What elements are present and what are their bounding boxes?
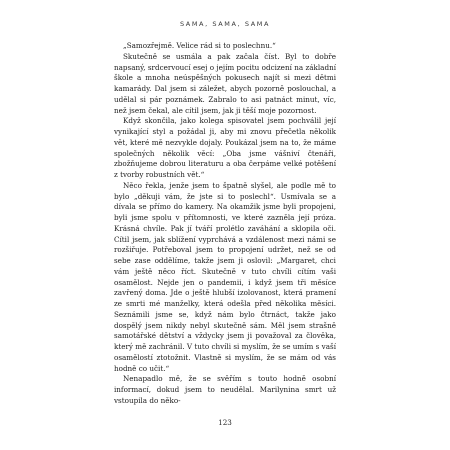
- page-number: 123: [218, 418, 232, 427]
- paragraph: Něco řekla, jenže jsem to špatně slyšel, ale podle mě to bylo „děkuji vám, že jste si to poslechl“. Usmívala se a dívala se přímo do kamery. Na okamžik jsme byli propojeni, byli jsme spolu v přítomnosti, ve které zazněla její próza. Krásná chvíle. Pak jí tváří prolétlo zaváhání a sklopila oči. Cítil jsem, jak sblížení vyprchává a vzdálenost mezi námi se rozšiřuje. Potřeboval jsem to propojení udržet, než se od sebe zase oddělíme, takže jsem ji oslovil: „Margaret, chci vám ještě něco říct. Skutečně v tuto chvíli cítím vaši osamělost. Nejde jen o pandemii, i když jsem tři měsíce zavřený doma. Jde o ještě hlubší izolovanost, která pramení ze smrti mé manželky, která odešla před několika měsíci. Seznámili jsme se, když nám bylo čtrnáct, takže jako dospělý jsem nikdy nebyl skutečně sám. Měl jsem strašně samotářské dětství a vždycky jsem ji považoval za člověka, který mě zachránil. V tuto chvíli si myslím, že se umím s vaší osamělostí ztotožnit. Vlastně si myslím, že se mám od vás hodně co učit.“: [114, 180, 336, 373]
- paragraph: Nenapadlo mě, že se svěřím s touto hodně osobní informací, dokud jsem to neudělal. Marilynina smrt už vstoupila do něko-: [114, 374, 336, 405]
- paragraph: „Samozřejmě. Velice rád si to poslechnu.“: [123, 41, 276, 50]
- paragraph: Když skončila, jako kolega spisovatel jsem pochválil její vynikající styl a požádal ji, aby mi znovu přečetla několik vět, které mě nezvykle dojaly. Poukázal jsem na to, že máme společných několik věcí: „Oba jsme vášniví čtenáři, zbožňujeme dobrou literaturu a oba čerpáme velké potěšení z tvorby robustních vět.“: [114, 116, 336, 179]
- running-head: SAMA, SAMA, SAMA: [179, 20, 271, 28]
- body-text: [114, 41, 336, 407]
- paragraph: Skutečně se usmála a pak začala číst. Byl to dobře napsaný, srdcervoucí esej o jejím pocitu odcizení na základní škole a mnoha neúspěšných pokusech najít si mezi dětmi kamarády. Dal jsem si záležet, abych pozorně poslouchal, a udělal si pár poznámek. Zabralo to asi patnáct minut, víc, než jsem čekal, ale cítil jsem, jak ji těší moje pozornost.: [114, 51, 336, 115]
